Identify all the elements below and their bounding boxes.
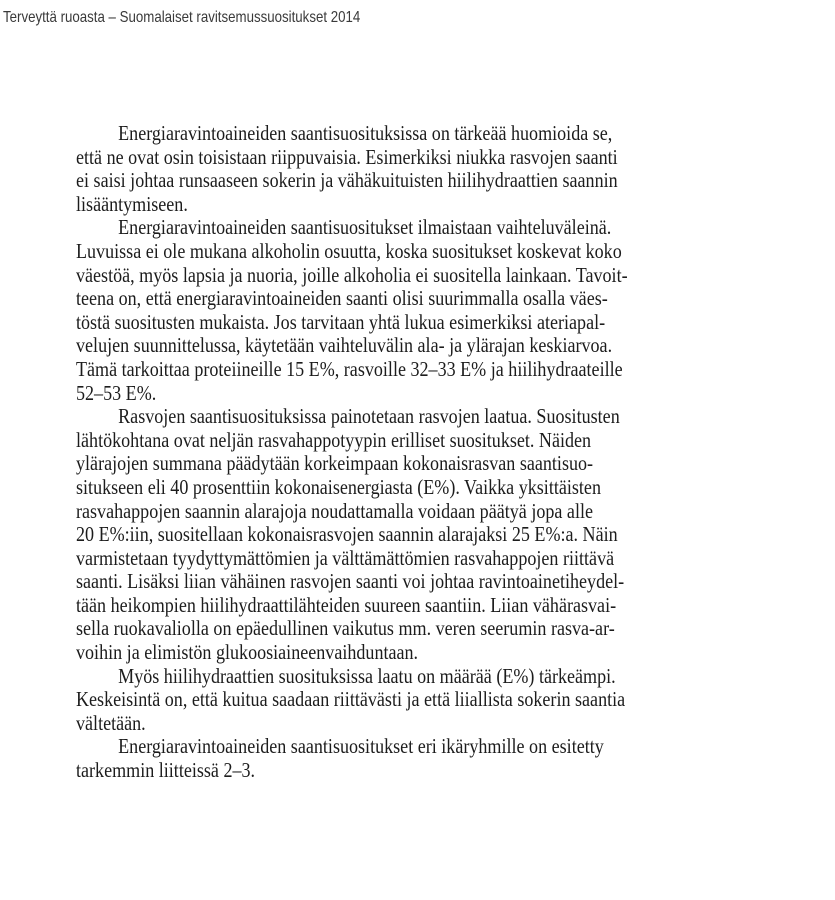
paragraph-4: [76, 665, 816, 736]
text-line: Luvuissa ei ole mukana alkoholin osuutta, koska suositukset koskevat koko: [76, 238, 622, 263]
body-text: [76, 122, 816, 783]
text-line: 20 E%:iin, suositellaan kokonaisrasvojen saannin alarajaksi 25 E%:a. Näin: [76, 522, 618, 547]
paragraph-2: [76, 216, 816, 405]
text-line: ylärajojen summana päädytään korkeimpaan kokonaisrasvan saantisuo-: [76, 451, 594, 476]
text-line: 52–53 E%.: [76, 380, 157, 405]
text-line: voihin ja elimistön glukoosiaineenvaihduntaan.: [76, 640, 419, 665]
text-line: velujen suunnittelussa, käytetään vaihteluvälin ala- ja ylärajan keskiarvoa.: [76, 333, 613, 358]
text-line: situkseen eli 40 prosenttiin kokonaisenergiasta (E%). Vaikka yksittäisten: [76, 474, 601, 499]
text-line: saanti. Lisäksi liian vähäinen rasvojen saanti voi johtaa ravintoainetiheydel-: [76, 569, 625, 594]
text-line: tarkemmin liitteissä 2–3.: [76, 758, 256, 783]
text-line: ei saisi johtaa runsaaseen sokerin ja vähäkuituisten hiilihydraattien saannin: [76, 168, 618, 193]
paragraph-1: [76, 122, 816, 216]
text-line: varmistetaan tyydyttymättömien ja välttämättömien rasvahappojen riittävä: [76, 545, 615, 570]
text-line: lisääntymiseen.: [76, 191, 188, 216]
paragraph-5: [76, 735, 816, 782]
running-header: Terveyttä ruoasta – Suomalaiset ravitsemussuositukset 2014: [3, 9, 361, 26]
text-line: Energiaravintoaineiden saantisuositukset eri ikäryhmille on esitetty: [118, 734, 604, 759]
text-line: että ne ovat osin toisistaan riippuvaisia. Esimerkiksi niukka rasvojen saanti: [76, 144, 618, 169]
text-line: väestöä, myös lapsia ja nuoria, joille alkoholia ei suositella lainkaan. Tavoit-: [76, 262, 628, 287]
text-line: Energiaravintoaineiden saantisuosituksissa on tärkeää huomioida se,: [118, 121, 613, 145]
text-line: Tämä tarkoittaa proteiineille 15 E%, rasvoille 32–33 E% ja hiilihydraateille: [76, 356, 623, 381]
text-line: Rasvojen saantisuosituksissa painotetaan rasvojen laatua. Suositusten: [118, 404, 620, 429]
text-line: Energiaravintoaineiden saantisuositukset ilmaistaan vaihteluväleinä.: [118, 215, 612, 240]
text-line: töstä suositusten mukaista. Jos tarvitaan yhtä lukua esimerkiksi ateriapal-: [76, 309, 606, 334]
text-line: lähtökohtana ovat neljän rasvahappotyypin erilliset suositukset. Näiden: [76, 427, 592, 452]
text-line: rasvahappojen saannin alarajoja noudattamalla voidaan päätyä jopa alle: [76, 498, 593, 523]
paragraph-3: [76, 405, 816, 665]
text-line: tään heikompien hiilihydraattilähteiden suureen saantiin. Liian vähärasvai-: [76, 592, 617, 617]
text-line: teena on, että energiaravintoaineiden saanti olisi suurimmalla osalla väes-: [76, 286, 608, 311]
text-line: sella ruokavaliolla on epäedullinen vaikutus mm. veren seerumin rasva-ar-: [76, 616, 615, 641]
text-line: Myös hiilihydraattien suosituksissa laatu on määrää (E%) tärkeämpi.: [118, 663, 616, 688]
text-line: Keskeisintä on, että kuitua saadaan riittävästi ja että liiallista sokerin saantia: [76, 687, 626, 712]
text-line: vältetään.: [76, 710, 146, 735]
